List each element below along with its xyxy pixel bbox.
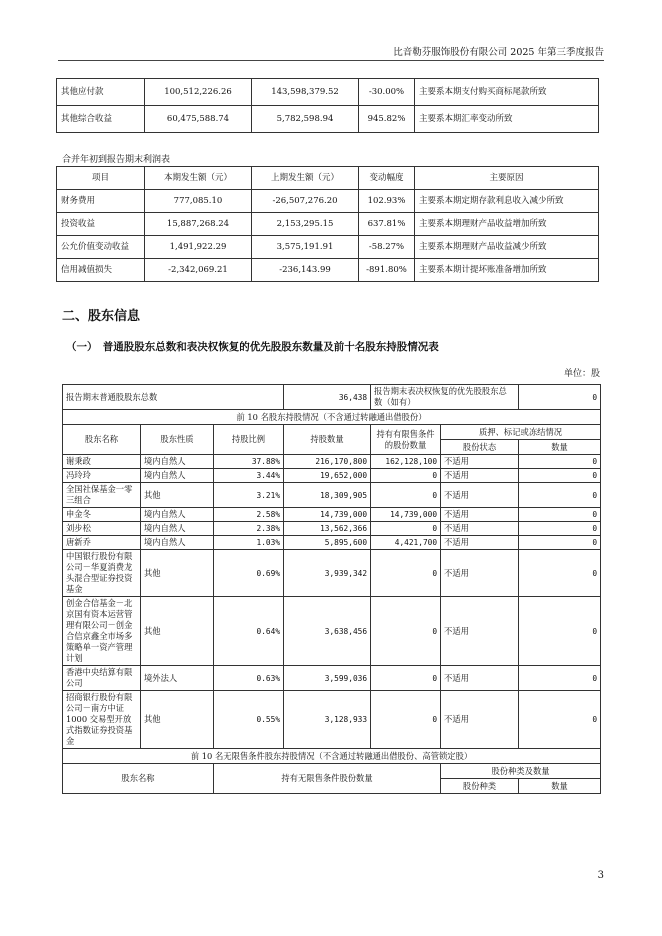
shareholder-pledge-count: 0 <box>519 469 601 483</box>
shareholder-row <box>63 536 601 550</box>
page-number: 3 <box>597 870 604 881</box>
unrestricted-header-row-1 <box>63 764 601 779</box>
table-cell: 102.93% <box>359 190 415 213</box>
shareholder-row <box>63 666 601 691</box>
table-cell: 1,491,922.29 <box>145 236 252 259</box>
shareholder-nature: 其他 <box>141 483 214 508</box>
shareholder-restricted: 0 <box>371 483 441 508</box>
unrestricted-title: 前 10 名无限售条件股东持股情况（不含通过转融通出借股份、高管锁定股） <box>63 749 601 764</box>
total-holders-label: 报告期末普通股股东总数 <box>63 385 284 410</box>
shareholder-pledge-count: 0 <box>519 666 601 691</box>
table-row <box>57 259 599 282</box>
unrestricted-title-row <box>63 749 601 764</box>
shareholder-pledge-count: 0 <box>519 483 601 508</box>
shareholder-pledge-status: 不适用 <box>441 550 519 597</box>
shareholder-count: 3,128,933 <box>284 691 371 749</box>
table-cell: -58.27% <box>359 236 415 259</box>
shareholder-count: 3,599,036 <box>284 666 371 691</box>
pref-holders-label: 报告期末表决权恢复的优先股股东总数（如有） <box>371 385 519 410</box>
header-restricted: 持有有限售条件的股份数量 <box>371 425 441 455</box>
top10-title-row <box>63 410 601 425</box>
table-row <box>57 106 599 133</box>
shareholder-row <box>63 550 601 597</box>
shareholder-pledge-status: 不适用 <box>441 597 519 666</box>
shareholder-pledge-status: 不适用 <box>441 483 519 508</box>
table-cell: 5,782,598.94 <box>252 106 359 133</box>
shareholder-restricted: 0 <box>371 469 441 483</box>
table-cell: 主要系本期理财产品收益增加所致 <box>415 213 599 236</box>
header-ratio: 持股比例 <box>214 425 284 455</box>
shareholder-nature: 境内自然人 <box>141 522 214 536</box>
shareholder-count: 14,739,000 <box>284 508 371 522</box>
shareholder-name: 中国银行股份有限公司－华夏消费龙头混合型证券投资基金 <box>63 550 141 597</box>
shareholder-restricted: 0 <box>371 666 441 691</box>
shareholder-nature: 境外法人 <box>141 666 214 691</box>
shareholder-ratio: 37.88% <box>214 455 284 469</box>
shareholder-pledge-count: 0 <box>519 536 601 550</box>
shareholder-ratio: 3.21% <box>214 483 284 508</box>
header-pledge-group: 质押、标记或冻结情况 <box>441 425 601 440</box>
shareholder-name: 全国社保基金一零三组合 <box>63 483 141 508</box>
shareholder-pledge-count: 0 <box>519 522 601 536</box>
header-cell: 主要原因 <box>415 167 599 190</box>
page-header: 比音勒芬服饰股份有限公司 2025 年第三季度报告 <box>393 47 604 58</box>
unrestricted-header-type: 股份种类 <box>441 779 519 794</box>
shareholder-nature: 境内自然人 <box>141 536 214 550</box>
unrestricted-header-qty: 数量 <box>519 779 601 794</box>
table-cell: 信用减值损失 <box>57 259 145 282</box>
shareholder-pledge-count: 0 <box>519 455 601 469</box>
shareholder-row <box>63 691 601 749</box>
header-cell: 变动幅度 <box>359 167 415 190</box>
total-holders-value: 36,438 <box>284 385 371 410</box>
shareholder-restricted: 0 <box>371 691 441 749</box>
pref-holders-value: 0 <box>519 385 601 410</box>
table-cell: 公允价值变动收益 <box>57 236 145 259</box>
shareholder-name: 唐新乔 <box>63 536 141 550</box>
table-cell: -26,507,276.20 <box>252 190 359 213</box>
table-row <box>57 79 599 106</box>
balance-change-table-body <box>57 79 599 133</box>
header-cell: 上期发生额（元） <box>252 167 359 190</box>
shareholder-count: 216,170,800 <box>284 455 371 469</box>
shareholder-pledge-count: 0 <box>519 691 601 749</box>
shareholders-table-body <box>63 385 601 794</box>
shareholder-ratio: 0.64% <box>214 597 284 666</box>
shareholder-nature: 境内自然人 <box>141 455 214 469</box>
shareholder-pledge-status: 不适用 <box>441 508 519 522</box>
header-pledge-count: 数量 <box>519 440 601 455</box>
table-cell: 15,887,268.24 <box>145 213 252 236</box>
header-name: 股东名称 <box>63 425 141 455</box>
table-cell: 主要系本期理财产品收益减少所致 <box>415 236 599 259</box>
unrestricted-header-count: 持有无限售条件股份数量 <box>214 764 441 794</box>
table-cell: 其他综合收益 <box>57 106 145 133</box>
section-title: 二、股东信息 <box>62 309 141 324</box>
shareholder-count: 5,895,600 <box>284 536 371 550</box>
shareholder-restricted: 162,128,100 <box>371 455 441 469</box>
shareholder-pledge-status: 不适用 <box>441 455 519 469</box>
shareholder-name: 刘步松 <box>63 522 141 536</box>
table-cell: 财务费用 <box>57 190 145 213</box>
shareholder-nature: 其他 <box>141 691 214 749</box>
shareholder-name: 谢秉政 <box>63 455 141 469</box>
table-cell: 其他应付款 <box>57 79 145 106</box>
unit-label: 单位：股 <box>563 369 600 379</box>
shareholder-restricted: 14,739,000 <box>371 508 441 522</box>
header-nature: 股东性质 <box>141 425 214 455</box>
shareholder-name: 申金冬 <box>63 508 141 522</box>
shareholders-table <box>62 384 601 794</box>
shareholder-name: 创金合信基金－北京国有资本运营管理有限公司－创金合信京鑫全市场多策略单一资产管理计划 <box>63 597 141 666</box>
table-cell: 945.82% <box>359 106 415 133</box>
header-row-1 <box>63 425 601 440</box>
shareholder-ratio: 2.38% <box>214 522 284 536</box>
header-divider <box>58 60 604 61</box>
header-cell: 本期发生额（元） <box>145 167 252 190</box>
table-cell: -30.00% <box>359 79 415 106</box>
shareholder-row <box>63 469 601 483</box>
table-row <box>57 213 599 236</box>
shareholder-name: 香港中央结算有限公司 <box>63 666 141 691</box>
shareholder-nature: 境内自然人 <box>141 469 214 483</box>
shareholder-restricted: 4,421,700 <box>371 536 441 550</box>
income-table-caption: 合并年初到报告期末利润表 <box>62 155 171 165</box>
table-cell: 主要系本期支付购买商标尾款所致 <box>415 79 599 106</box>
header-cell: 项目 <box>57 167 145 190</box>
shareholder-name: 招商银行股份有限公司－南方中证 1000 交易型开放式指数证券投资基金 <box>63 691 141 749</box>
table-cell: 主要系本期定期存款利息收入减少所致 <box>415 190 599 213</box>
shareholder-ratio: 2.58% <box>214 508 284 522</box>
shareholder-row <box>63 597 601 666</box>
income-change-table-body <box>57 190 599 282</box>
header-count: 持股数量 <box>284 425 371 455</box>
shareholder-name: 冯玲玲 <box>63 469 141 483</box>
top10-title: 前 10 名股东持股情况（不含通过转融通出借股份） <box>63 410 601 425</box>
table-cell: 2,153,295.15 <box>252 213 359 236</box>
table-cell: -236,143.99 <box>252 259 359 282</box>
shareholder-row <box>63 508 601 522</box>
table-cell: 100,512,226.26 <box>145 79 252 106</box>
shareholder-pledge-count: 0 <box>519 597 601 666</box>
shareholder-restricted: 0 <box>371 550 441 597</box>
shareholder-pledge-status: 不适用 <box>441 522 519 536</box>
shareholder-ratio: 0.63% <box>214 666 284 691</box>
shareholder-count: 3,638,456 <box>284 597 371 666</box>
unrestricted-header-type-group: 股份种类及数量 <box>441 764 601 779</box>
table-cell: 主要系本期汇率变动所致 <box>415 106 599 133</box>
shareholder-row <box>63 455 601 469</box>
shareholder-nature: 其他 <box>141 550 214 597</box>
subsection-title: （一） 普通股股东总数和表决权恢复的优先股股东数量及前十名股东持股情况表 <box>66 341 439 353</box>
table-cell: 3,575,191.91 <box>252 236 359 259</box>
table-cell: 60,475,588.74 <box>145 106 252 133</box>
shareholder-nature: 境内自然人 <box>141 508 214 522</box>
shareholder-row <box>63 522 601 536</box>
shareholder-ratio: 0.69% <box>214 550 284 597</box>
table-cell: -891.80% <box>359 259 415 282</box>
totals-row <box>63 385 601 410</box>
shareholder-pledge-status: 不适用 <box>441 469 519 483</box>
balance-change-table <box>56 78 599 133</box>
income-change-table <box>56 166 599 282</box>
shareholder-nature: 其他 <box>141 597 214 666</box>
table-cell: 777,085.10 <box>145 190 252 213</box>
table-cell: 143,598,379.52 <box>252 79 359 106</box>
table-cell: -2,342,069.21 <box>145 259 252 282</box>
shareholder-pledge-status: 不适用 <box>441 691 519 749</box>
table-cell: 637.81% <box>359 213 415 236</box>
shareholder-restricted: 0 <box>371 522 441 536</box>
table-row <box>57 236 599 259</box>
table-cell: 主要系本期计提坏账准备增加所致 <box>415 259 599 282</box>
shareholder-ratio: 0.55% <box>214 691 284 749</box>
table-row <box>57 190 599 213</box>
shareholder-count: 18,309,905 <box>284 483 371 508</box>
shareholder-pledge-count: 0 <box>519 550 601 597</box>
header-pledge-status: 股份状态 <box>441 440 519 455</box>
shareholder-pledge-count: 0 <box>519 508 601 522</box>
table-cell: 投资收益 <box>57 213 145 236</box>
shareholder-ratio: 3.44% <box>214 469 284 483</box>
shareholder-pledge-status: 不适用 <box>441 536 519 550</box>
unrestricted-header-name: 股东名称 <box>63 764 214 794</box>
shareholder-count: 19,652,000 <box>284 469 371 483</box>
shareholder-restricted: 0 <box>371 597 441 666</box>
shareholder-ratio: 1.03% <box>214 536 284 550</box>
shareholder-count: 13,562,366 <box>284 522 371 536</box>
shareholder-row <box>63 483 601 508</box>
income-table-header-row <box>57 167 599 190</box>
shareholder-pledge-status: 不适用 <box>441 666 519 691</box>
shareholder-count: 3,939,342 <box>284 550 371 597</box>
